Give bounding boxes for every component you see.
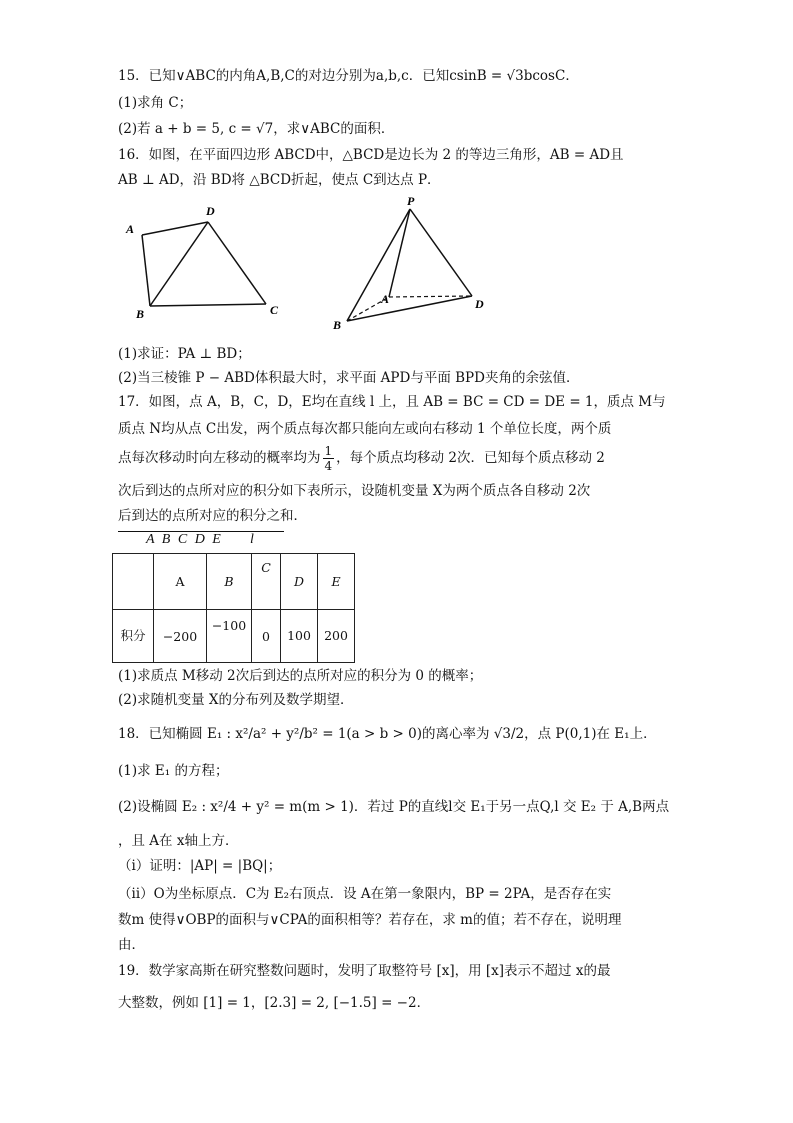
q18-sub-i: （ⅰ）证明：|AP| = |BQ|； (118, 858, 282, 874)
fraction-numerator: 1 (324, 444, 333, 458)
q15-part2: (2)若 a + b = 5, c = √7，求∨ABC的面积． (118, 121, 395, 137)
q18-sub-ii-line1: （ⅱ）O为坐标原点．C为 E₂右顶点．设 A在第一象限内，BP = 2PA，是否存在实 (118, 886, 612, 902)
q17-part2: (2)求随机变量 X的分布列及数学期望． (118, 692, 354, 708)
q16-part1: (1)求证：PA ⊥ BD； (118, 346, 251, 362)
q18-part1: (1)求 E₁ 的方程； (118, 763, 229, 779)
q17-line3-start: 点每次移动时向左移动的概率均为 (118, 450, 321, 466)
q17-line4: 次后到达的点所对应的积分如下表所示，设随机变量 X为两个质点各自移动 2次 (118, 483, 591, 499)
q15-part1: (1)求角 C； (118, 95, 193, 111)
q18-sub-ii-line2: 数m 使得∨OBP的面积与∨CPA的面积相等？若存在，求 m的值；若不存在，说明理 (118, 912, 622, 928)
q18-sub-ii-line3: 由． (118, 937, 145, 953)
table-header-cell: A (154, 554, 207, 610)
tetrahedron-figure (325, 193, 495, 333)
table-header-row (113, 554, 355, 610)
table-row (113, 610, 355, 663)
score-table (112, 553, 355, 663)
table-cell: 200 (318, 610, 355, 663)
table-cell: 0 (252, 610, 281, 663)
number-line-points: A B C D E (146, 532, 223, 547)
fig1-label-a: A (126, 222, 135, 236)
q18-part2-line1: (2)设椭圆 E₂ : x²/4 + y² = m(m > 1)．若过 P的直线l交 E₁于另一点Q,l 交 E₂ 于 A,B两点 (118, 799, 670, 815)
q17-line2: 质点 N均从点 C出发，两个质点每次都只能向左或向右移动 1 个单位长度，两个质 (118, 421, 612, 437)
fig2-label-p: P (407, 194, 415, 208)
fraction-denominator: 4 (324, 459, 333, 473)
table-cell: −100 (207, 610, 252, 663)
q15-stem: 15．已知∨ABC的内角A,B,C的对边分别为a,b,c．已知csinB = √3bcosC． (118, 68, 579, 84)
fig1-label-b: B (136, 307, 145, 321)
q16-stem-line2: AB ⊥ AD，沿 BD将 △BCD折起，使点 C到达点 P． (118, 172, 441, 188)
q17-line3 (118, 443, 605, 473)
table-header-cell: E (318, 554, 355, 610)
probability-fraction (323, 444, 335, 473)
table-header-cell: D (281, 554, 318, 610)
table-header-cell (113, 554, 154, 610)
quadrilateral-figure (120, 200, 290, 325)
table-header-cell: C (252, 554, 281, 610)
q18-part2-line2: ，且 A在 x轴上方． (118, 833, 239, 849)
q17-line1: 17．如图，点 A，B，C，D，E均在直线 l 上，且 AB = BC = CD = DE = 1，质点 M与 (118, 394, 666, 410)
fig1-label-c: C (270, 303, 279, 317)
table-header-cell: B (207, 554, 252, 610)
q16-stem-line1: 16．如图，在平面四边形 ABCD中，△BCD是边长为 2 的等边三角形，AB = AD且 (118, 147, 624, 163)
table-cell: −200 (154, 610, 207, 663)
q19-line2: 大整数，例如 [1] = 1，[2.3] = 2, [−1.5] = −2． (118, 995, 431, 1011)
q18-line1: 18．已知椭圆 E₁ : x²/a² + y²/b² = 1(a > b > 0)的离心率为 √3/2，点 P(0,1)在 E₁上． (118, 726, 657, 742)
q16-part2: (2)当三棱锥 P − ABD体积最大时，求平面 APD与平面 BPD夹角的余弦值． (118, 370, 580, 386)
fig2-label-a: A (381, 292, 390, 306)
q17-line3-end: ，每个质点均移动 2次．已知每个质点移动 2 (336, 450, 605, 466)
fig2-label-b: B (333, 318, 342, 332)
fig2-label-d: D (475, 297, 484, 311)
table-row-label: 积分 (113, 610, 154, 663)
table-cell: 100 (281, 610, 318, 663)
fig1-label-d: D (206, 204, 215, 218)
q17-line5: 后到达的点所对应的积分之和． (118, 508, 307, 524)
number-line-label: l (250, 532, 254, 547)
q19-line1: 19．数学家高斯在研究整数问题时，发明了取整符号 [x]，用 [x]表示不超过 x的最 (118, 963, 611, 979)
q17-part1: (1)求质点 M移动 2次后到达的点所对应的积分为 0 的概率； (118, 668, 483, 684)
